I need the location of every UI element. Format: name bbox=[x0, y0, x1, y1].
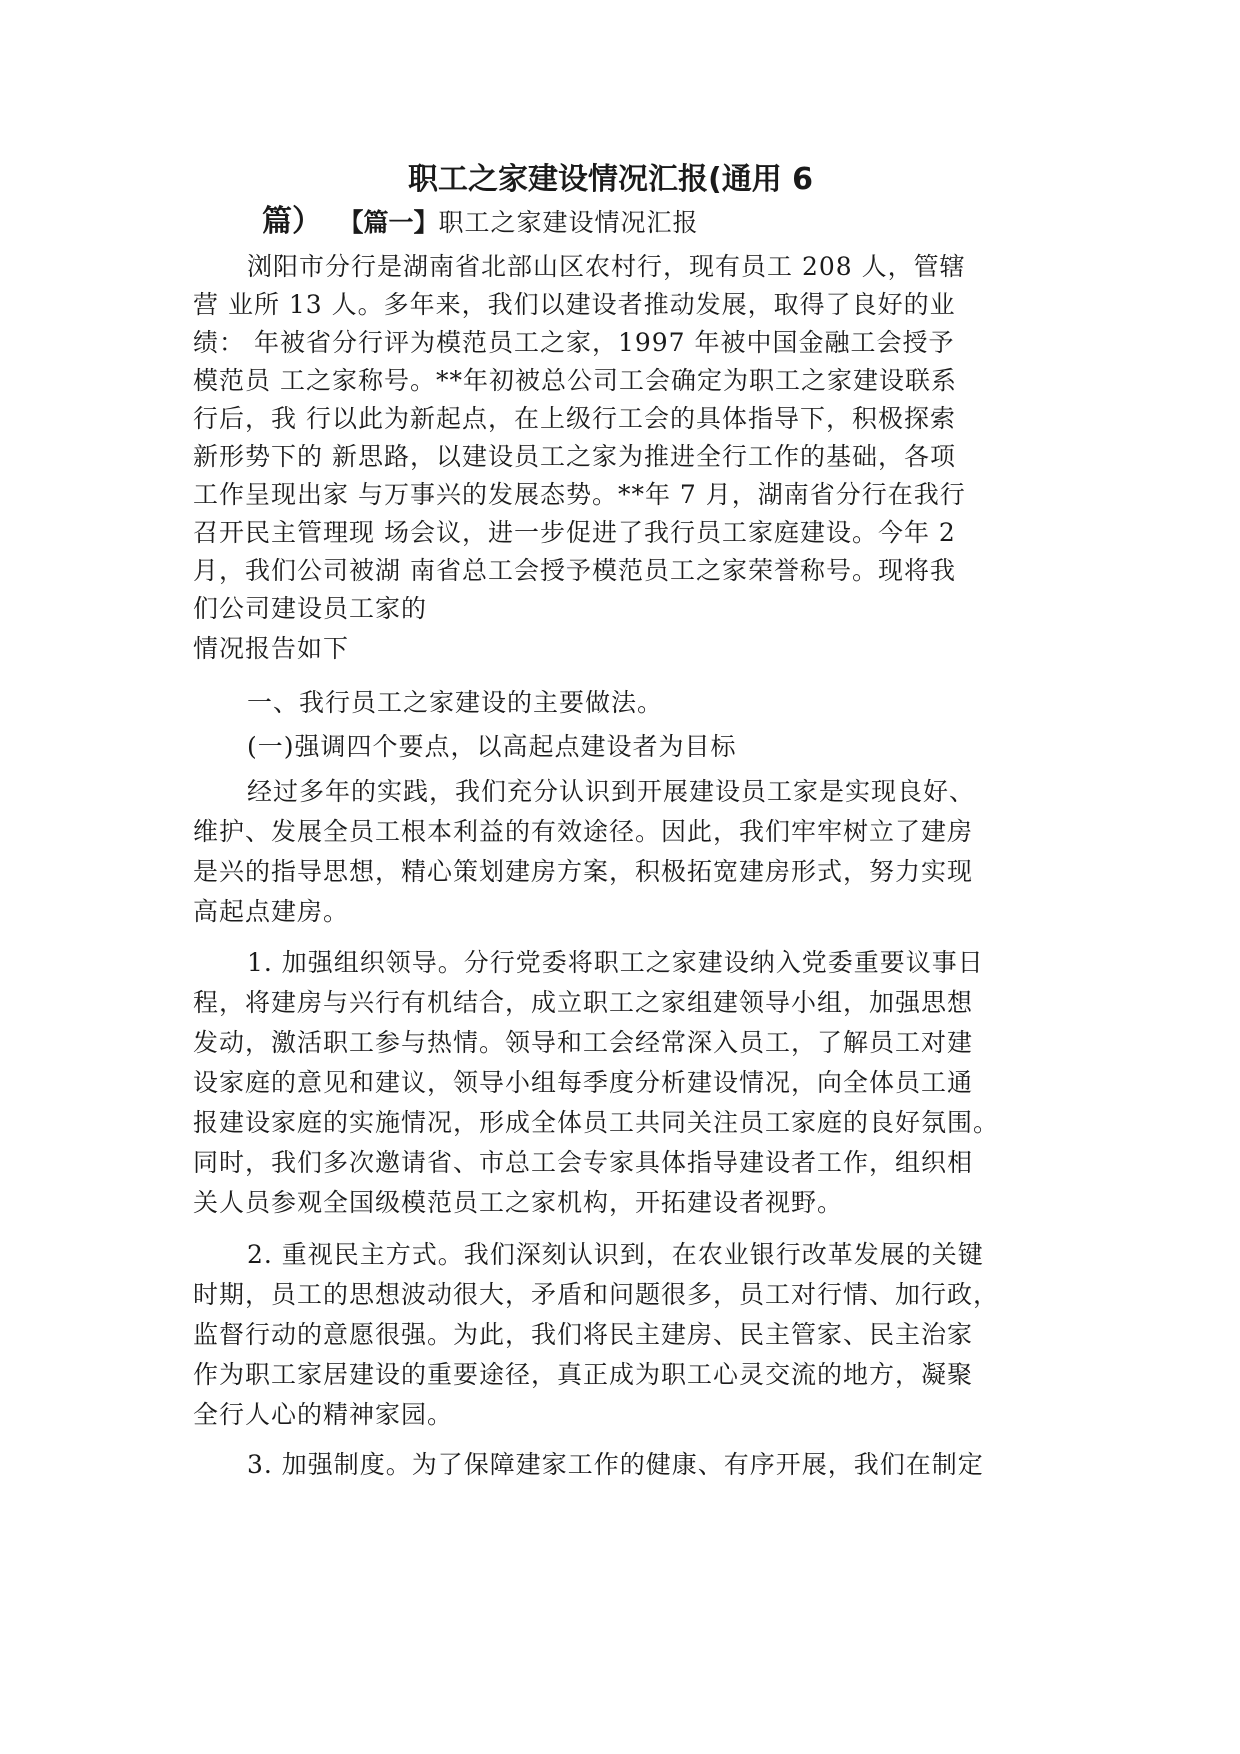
paragraph-line: 新形势下的 新思路，以建设员工之家为推进全行工作的基础，各项 bbox=[193, 442, 956, 471]
paragraph-line: 2. 重视民主方式。我们深刻认识到，在农业银行改革发展的关键 bbox=[247, 1240, 984, 1269]
paragraph-line: 绩： 年被省分行评为模范员工之家，1997 年被中国金融工会授予 bbox=[193, 328, 955, 357]
section-mark: 【篇一】 bbox=[338, 208, 439, 237]
paragraph-line: 作为职工家居建设的重要途径，真正成为职工心灵交流的地方，凝聚 bbox=[193, 1360, 974, 1389]
section-heading: 职工之家建设情况汇报 bbox=[438, 208, 699, 237]
paragraph-line: 发动，激活职工参与热情。领导和工会经常深入员工，了解员工对建 bbox=[193, 1028, 974, 1057]
paragraph-line: 是兴的指导思想，精心策划建房方案，积极拓宽建房形式，努力实现 bbox=[193, 857, 974, 886]
paragraph-line: 时期，员工的思想波动很大，矛盾和问题很多，员工对行情、加行政， bbox=[193, 1280, 1000, 1309]
paragraph-line: 设家庭的意见和建议，领导小组每季度分析建设情况，向全体员工通 bbox=[193, 1068, 974, 1097]
paragraph-line: 报建设家庭的实施情况，形成全体员工共同关注员工家庭的良好氛围。 bbox=[193, 1108, 1000, 1137]
paragraph-line: 情况报告如下 bbox=[193, 634, 350, 663]
paragraph-line: 工作呈现出家 与万事兴的发展态势。**年 7 月，湖南省分行在我行 bbox=[193, 480, 966, 509]
paragraph-line: 高起点建房。 bbox=[193, 897, 350, 926]
paragraph-line: 程，将建房与兴行有机结合，成立职工之家组建领导小组，加强思想 bbox=[193, 988, 974, 1017]
title-suffix: 篇） bbox=[262, 204, 322, 239]
document-title-continued bbox=[262, 202, 698, 243]
document-title: 职工之家建设情况汇报(通用 6 bbox=[408, 162, 814, 197]
paragraph-line: 月，我们公司被湖 南省总工会授予模范员工之家荣誉称号。现将我 bbox=[193, 556, 956, 585]
paragraph-line: 维护、发展全员工根本利益的有效途径。因此，我们牢牢树立了建房 bbox=[193, 817, 974, 846]
paragraph-line: 浏阳市分行是湖南省北部山区农村行，现有员工 208 人，管辖 bbox=[247, 252, 966, 281]
paragraph-line: 召开民主管理现 场会议，进一步促进了我行员工家庭建设。今年 2 bbox=[193, 518, 956, 547]
paragraph-line: 关人员参观全国级模范员工之家机构，开拓建设者视野。 bbox=[193, 1188, 844, 1217]
paragraph-line: 行后，我 行以此为新起点，在上级行工会的具体指导下，积极探索 bbox=[193, 404, 956, 433]
paragraph-line: 3. 加强制度。为了保障建家工作的健康、有序开展，我们在制定 bbox=[247, 1450, 984, 1479]
section-heading-1: 一、我行员工之家建设的主要做法。 bbox=[247, 688, 664, 717]
paragraph-line: 同时，我们多次邀请省、市总工会专家具体指导建设者工作，组织相 bbox=[193, 1148, 974, 1177]
paragraph-line: 监督行动的意愿很强。为此，我们将民主建房、民主管家、民主治家 bbox=[193, 1320, 974, 1349]
paragraph-line: 们公司建设员工家的 bbox=[193, 594, 428, 623]
paragraph-line: 营 业所 13 人。多年来，我们以建设者推动发展，取得了良好的业 bbox=[193, 290, 956, 319]
subsection-heading: (一)强调四个要点，以高起点建设者为目标 bbox=[247, 732, 737, 761]
paragraph-line: 模范员 工之家称号。**年初被总公司工会确定为职工之家建设联系 bbox=[193, 366, 957, 395]
paragraph-line: 全行人心的精神家园。 bbox=[193, 1400, 454, 1429]
paragraph-line: 1. 加强组织领导。分行党委将职工之家建设纳入党委重要议事日 bbox=[247, 948, 984, 977]
paragraph-line: 经过多年的实践，我们充分认识到开展建设员工家是实现良好、 bbox=[247, 777, 976, 806]
